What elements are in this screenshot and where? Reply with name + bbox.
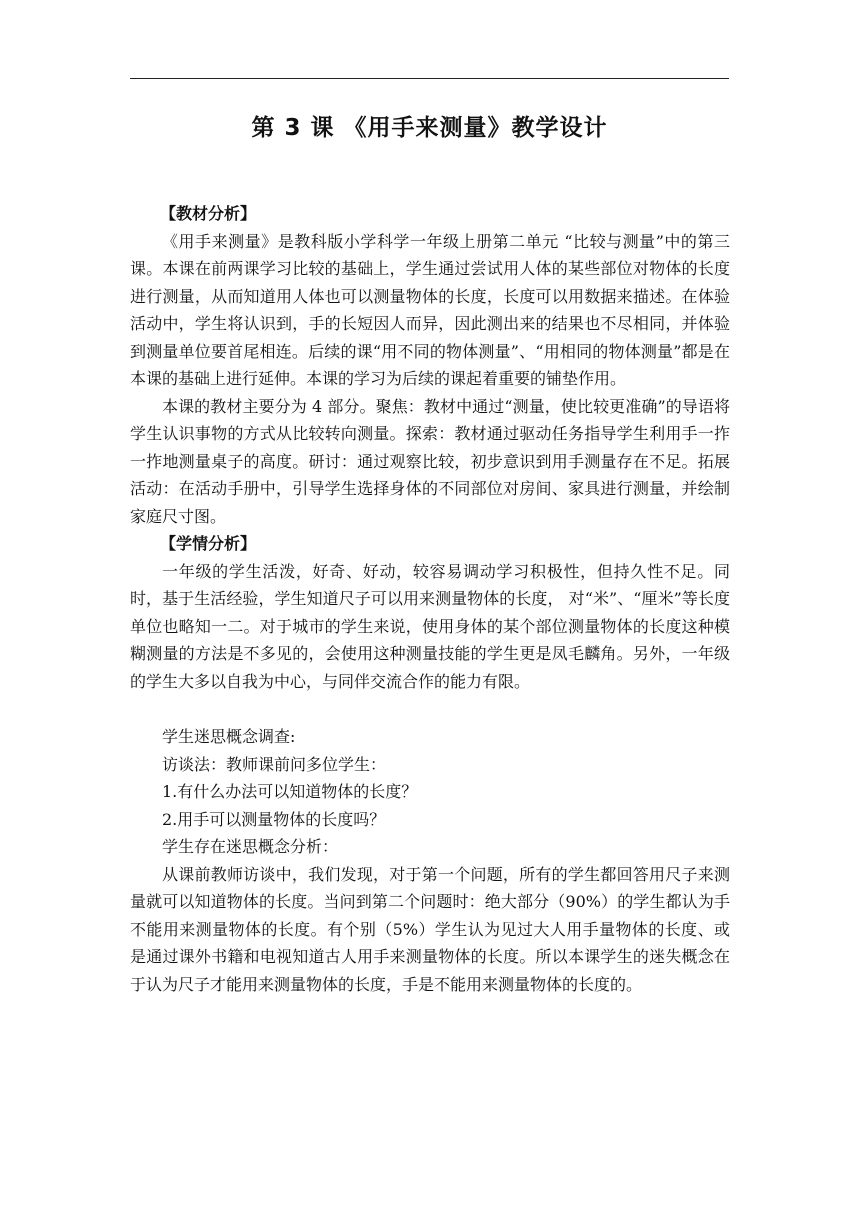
header-rule	[130, 78, 729, 79]
survey-method: 访谈法：教师课前问多位学生：	[162, 754, 387, 774]
paragraph-textbook-analysis-2: 本课的教材主要分为 4 部分。聚焦：教材中通过“测量，使比较更准确”的导语将学生认识事物的方式从比较转向测量。探索：教材通过驱动任务指导学生利用手一拃一拃地测量桌子的高度。研讨：通过观察比较，初步意识到用手测量存在不足。拓展活动：在活动手册中，引导学生选择身体的不同部位对房间、家具进行测量，并绘制家庭尺寸图。	[130, 396, 730, 526]
survey-question-2: 2.用手可以测量物体的长度吗？	[162, 809, 386, 829]
survey-analysis-title: 学生存在迷思概念分析：	[162, 837, 339, 856]
page-title: 第 3 课 《用手来测量》教学设计	[251, 115, 608, 141]
survey-analysis-paragraph: 从课前教师访谈中，我们发现，对于第一个问题，所有的学生都回答用尺子来测量就可以知道物体的长度。当问到第二个问题时：绝大部分（90%）的学生都认为手不能用来测量物体的长度。有个别（5%）学生认为见过大人用手量物体的长度、或是通过课外书籍和电视知道古人用手来测量物体的长度。所以本课学生的迷失概念在于认为尺子才能用来测量物体的长度，手是不能用来测量物体的长度的。	[130, 864, 730, 994]
survey-title: 学生迷思概念调查:	[162, 727, 296, 746]
document-body	[130, 200, 730, 998]
section-heading-student-analysis: 【学情分析】	[160, 534, 257, 553]
paragraph-textbook-analysis-1: 《用手来测量》是教科版小学科学一年级上册第二单元 “比较与测量”中的第三课。本课在前两课学习比较的基础上，学生通过尝试用人体的某些部位对物体的长度进行测量，从而知道用人体也可以测量物体的长度，长度可以用数据来描述。在体验活动中，学生将认识到，手的长短因人而异，因此测出来的结果也不尽相同，并体验到测量单位要首尾相连。后续的课“用不同的物体测量”、“用相同的物体测量”都是在本课的基础上进行延伸。本课的学习为后续的课起着重要的铺垫作用。	[130, 231, 730, 388]
survey-question-1: 1.有什么办法可以知道物体的长度？	[162, 782, 418, 801]
section-heading-textbook-analysis: 【教材分析】	[160, 204, 257, 223]
paragraph-student-analysis: 一年级的学生活泼，好奇、好动，较容易调动学习积极性，但持久性不足。同时，基于生活经验，学生知道尺子可以用来测量物体的长度， 对“米”、“厘米”等长度单位也略知一二。对于城市的学生来说，使用身体的某个部位测量物体的长度这种模糊测量的方法是不多见的，会使用这种测量技能的学生更是凤毛麟角。另外，一年级的学生大多以自我为中心，与同伴交流合作的能力有限。	[130, 561, 730, 691]
spacer	[130, 695, 730, 723]
